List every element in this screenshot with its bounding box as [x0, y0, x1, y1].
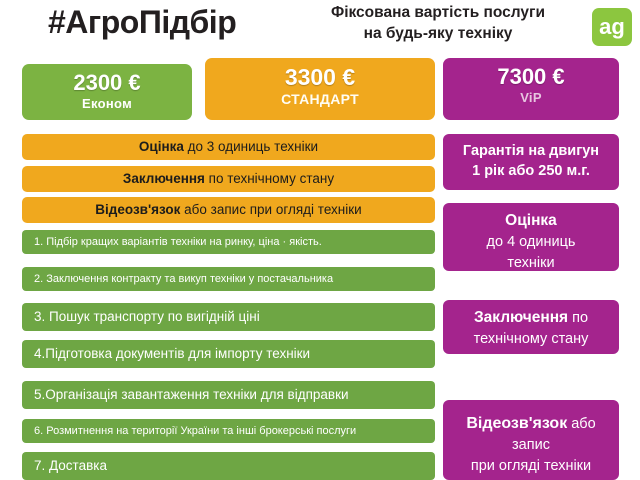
vip-video-line-1: [443, 413, 619, 435]
feature-banner-video: [22, 197, 435, 223]
plan-price-standard: 3300 €: [284, 64, 356, 90]
vip-assessment-line-1: до 4 одиниць: [486, 234, 576, 251]
feature-banner-conclusion: [22, 166, 435, 192]
vip-assessment-line-2: техніки: [507, 255, 555, 271]
feature-banner-conclusion-rest: по технічному стану: [204, 171, 335, 186]
vip-block-assessment: [443, 203, 619, 271]
brand-title: #АгроПідбір: [48, 4, 237, 40]
plan-tier-vip: ViP: [520, 90, 542, 106]
vip-guarantee-line-2: 1 рік або 250 м.г.: [472, 163, 590, 180]
list-item: 2. Заключення контракту та викуп техніки у постачальника: [22, 267, 435, 291]
list-item: 6. Розмитнення на території України та інші брокерські послуги: [22, 419, 435, 443]
vip-block-guarantee: [443, 134, 619, 190]
feature-banner-conclusion-bold: Заключення: [122, 171, 205, 186]
plan-tier-standard: СТАНДАРТ: [281, 91, 359, 108]
vip-conclusion-rest: по: [568, 310, 589, 326]
plan-card-vip[interactable]: [443, 58, 619, 120]
feature-banner-assessment-bold: Оцінка: [138, 139, 184, 154]
headline-line-1: Фіксована вартість послуги: [330, 4, 546, 21]
vip-conclusion-line-2: технічному стану: [473, 330, 589, 347]
plan-card-standard[interactable]: [205, 58, 435, 120]
logo-badge: ag: [592, 8, 632, 46]
feature-banner-assessment: [22, 134, 435, 160]
vip-block-video: [443, 400, 619, 480]
vip-conclusion-line-1: [443, 307, 619, 329]
headline: [306, 3, 570, 45]
plan-tier-econom: Економ: [82, 96, 132, 112]
feature-banner-video-bold: Відеозв'язок: [95, 202, 181, 217]
plan-card-econom[interactable]: [22, 64, 192, 120]
vip-video-line-3: при огляді техніки: [470, 457, 592, 474]
header: [0, 0, 640, 54]
vip-conclusion-title: Заключення: [473, 309, 569, 326]
list-item: 7. Доставка: [22, 452, 435, 480]
feature-banner-video-rest: або запис при огляді техніки: [180, 202, 362, 217]
vip-block-conclusion: [443, 300, 619, 354]
headline-line-2: на будь-яку техніку: [363, 24, 513, 42]
vip-guarantee-line-1: Гарантія на двигун: [462, 143, 600, 159]
plan-price-econom: 2300 €: [73, 70, 141, 95]
vip-video-rest: або: [567, 416, 596, 432]
vip-assessment-title: Оцінка: [505, 212, 557, 229]
list-item: 4.Підготовка документів для імпорту техніки: [22, 340, 435, 368]
list-item: 1. Підбір кращих варіантів техніки на ринку, ціна · якість.: [22, 230, 435, 254]
feature-banner-assessment-rest: до 3 одиниць техніки: [183, 139, 319, 154]
list-item: 5.Організація завантаження техніки для відправки: [22, 381, 435, 409]
plan-price-vip: 7300 €: [497, 64, 565, 89]
vip-video-title: Відеозв'язок: [466, 415, 568, 432]
list-item: 3. Пошук транспорту по вигідній ціні: [22, 303, 435, 331]
vip-video-line-2: запис: [512, 437, 550, 454]
